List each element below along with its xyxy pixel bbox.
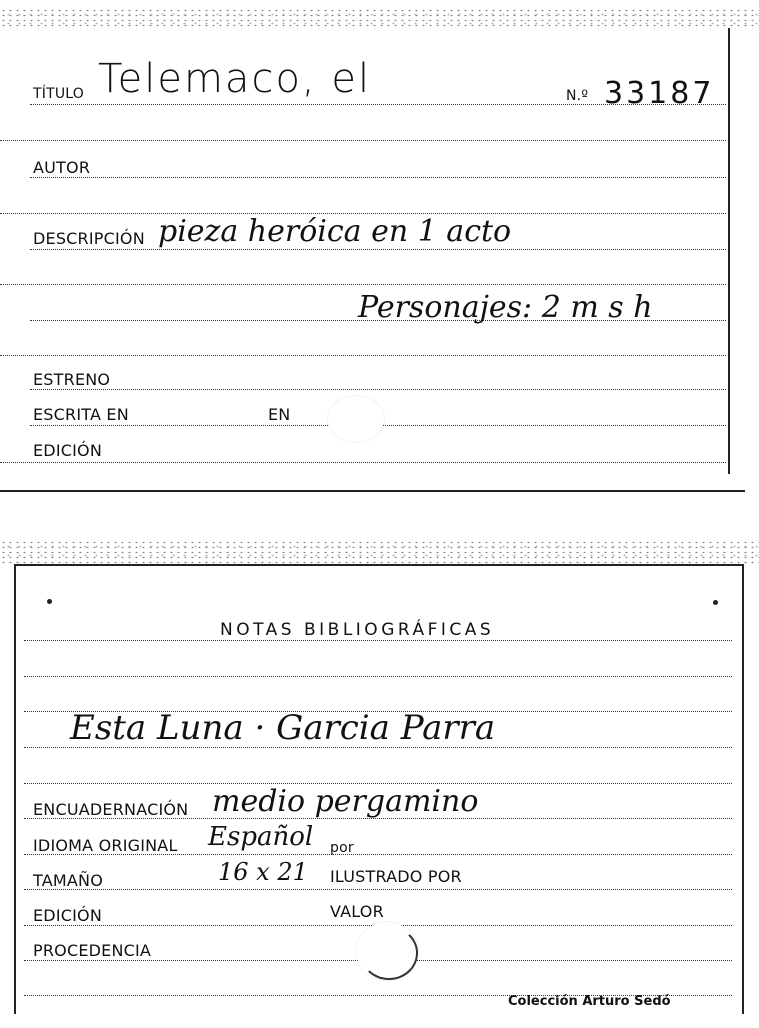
edicion-label: EDICIÓN (33, 906, 103, 925)
rule-line (30, 389, 726, 390)
corner-dot (713, 600, 718, 605)
rule-line (30, 177, 726, 178)
valor-label: VALOR (330, 902, 384, 921)
catalog-card-back (0, 540, 759, 1028)
numero-value: 33187 (604, 76, 715, 111)
autor-label: AUTOR (33, 158, 91, 177)
encuadernacion-value: medio pergamino (212, 784, 479, 819)
corner-dot (47, 599, 52, 604)
numero-label: N.º (566, 88, 589, 104)
card-left-edge (14, 564, 16, 1014)
descripcion-value: pieza heróica en 1 acto (158, 214, 512, 249)
escrita-en-label: ESCRITA EN (33, 405, 129, 424)
edicion-label: EDICIÓN (33, 441, 103, 460)
titulo-value: Telemaco, el (98, 56, 372, 102)
tamano-label: TAMAÑO (33, 871, 103, 890)
punch-hole-ring (360, 926, 418, 980)
personajes-value: Personajes: 2 m s h (358, 290, 653, 325)
rule-line (24, 676, 732, 677)
titulo-label: TÍTULO (33, 86, 84, 102)
idioma-label: IDIOMA ORIGINAL (33, 836, 178, 855)
idioma-value: Español (208, 822, 314, 852)
encuadernacion-label: ENCUADERNACIÓN (33, 800, 189, 819)
rule-line (0, 140, 726, 141)
card-bottom-edge (0, 490, 745, 492)
card-right-edge (728, 28, 730, 474)
rule-line (24, 640, 732, 641)
ilustrado-label: ILUSTRADO POR (330, 867, 462, 886)
en-label: EN (268, 405, 291, 424)
note-value: Esta Luna · Garcia Parra (70, 708, 496, 748)
rule-line (0, 355, 726, 356)
card-right-edge (742, 564, 744, 1014)
procedencia-label: PROCEDENCIA (33, 941, 152, 960)
rule-line (24, 889, 732, 890)
punch-hole (328, 396, 384, 442)
tamano-value: 16 x 21 (218, 858, 308, 886)
notas-heading: NOTAS BIBLIOGRÁFICAS (220, 620, 495, 640)
card-top-edge (14, 564, 742, 566)
descripcion-label: DESCRIPCIÓN (33, 229, 145, 248)
por-label: por (330, 840, 354, 856)
estreno-label: ESTRENO (33, 370, 111, 389)
rule-line (0, 284, 726, 285)
coleccion-note: Colección Arturo Sedó (508, 994, 671, 1009)
catalog-card-front (0, 0, 759, 492)
rule-line (0, 462, 726, 463)
rule-line (30, 249, 726, 250)
